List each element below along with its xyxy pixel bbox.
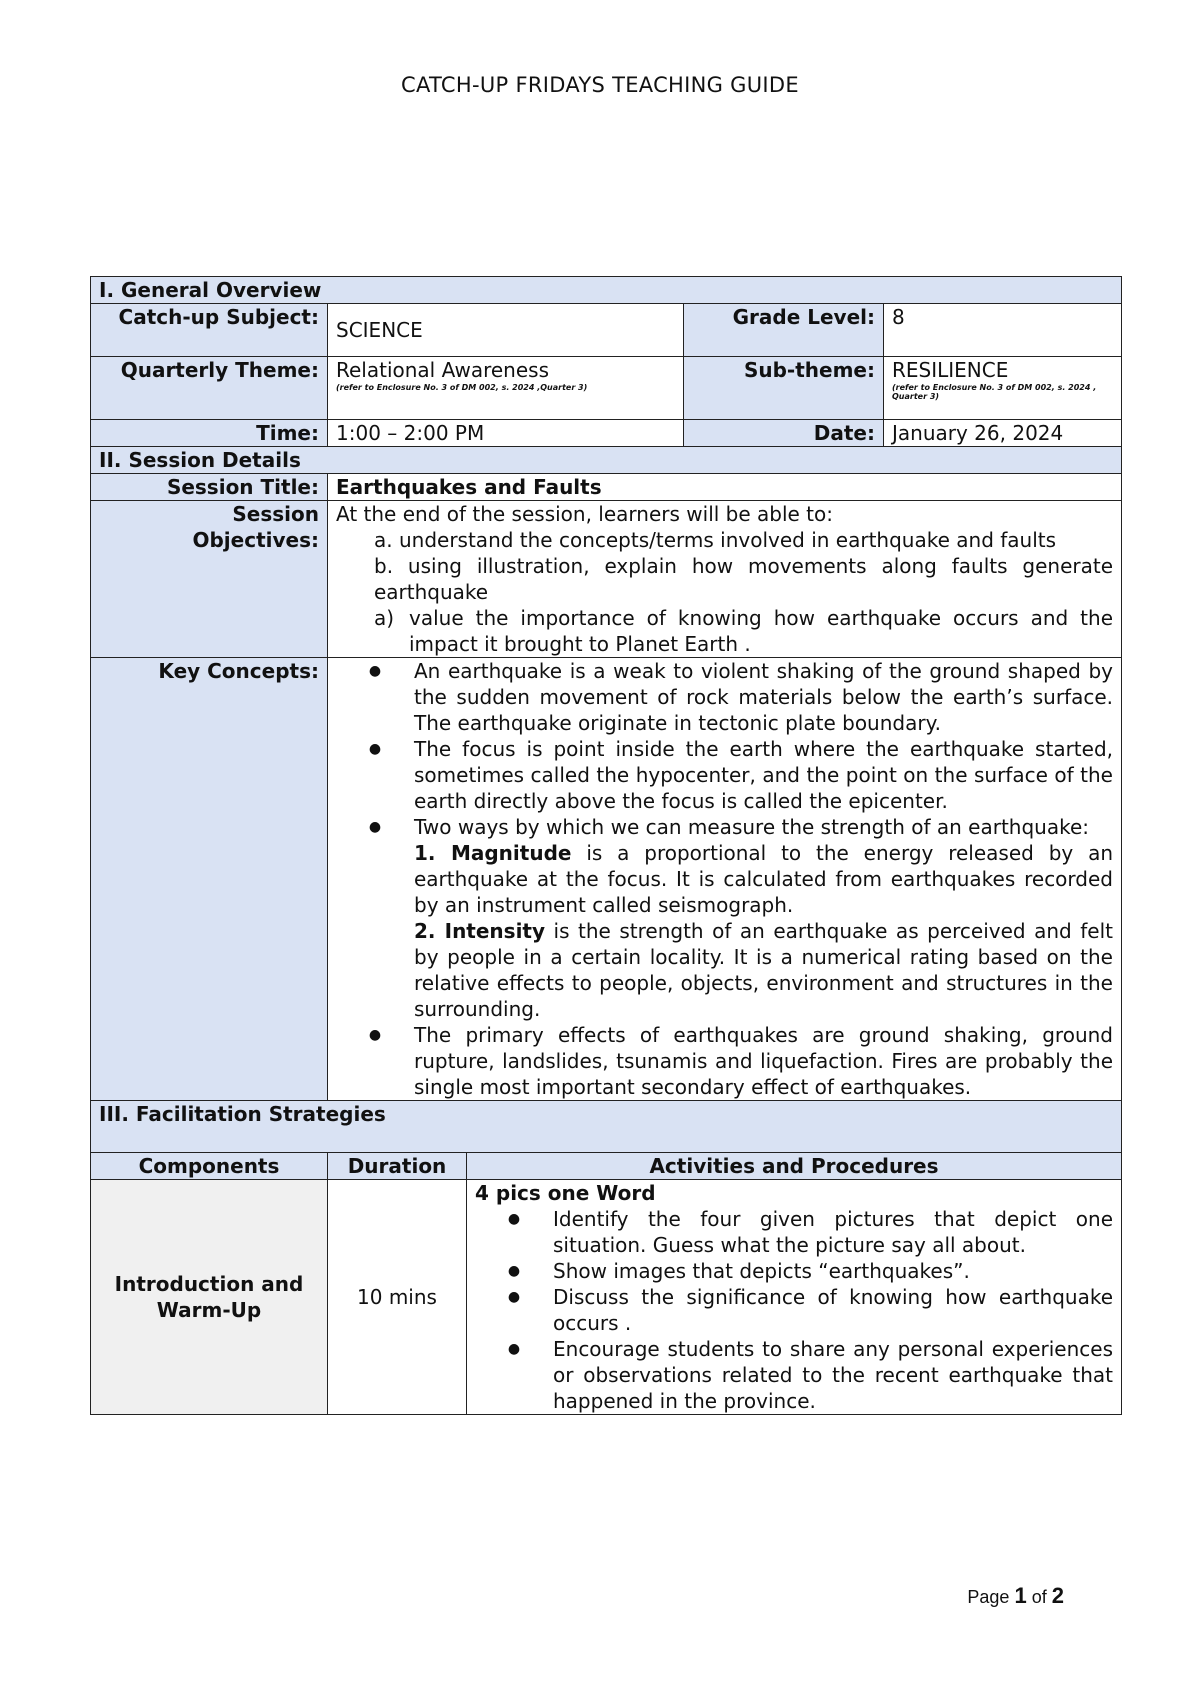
bullet-icon: ● — [507, 1341, 521, 1357]
quarterly-theme-cell — [328, 357, 684, 420]
component-cell: Introduction and Warm-Up — [91, 1180, 328, 1415]
subject-row — [91, 304, 1122, 357]
activities-cell — [467, 1180, 1122, 1415]
time-label: Time: — [91, 420, 328, 447]
facilitation-row — [91, 1180, 1122, 1415]
session-details-heading: II. Session Details — [91, 447, 1122, 474]
key-concept-item — [336, 736, 1113, 814]
page-number: 1 — [1014, 1583, 1027, 1608]
session-title-row — [91, 474, 1122, 501]
duration-cell: 10 mins — [328, 1180, 467, 1415]
activity-item — [475, 1284, 1113, 1336]
grade-level-value: 8 — [884, 304, 1122, 357]
bullet-icon: ● — [368, 741, 382, 757]
time-value: 1:00 – 2:00 PM — [328, 420, 684, 447]
sub-theme-note: (refer to Enclosure No. 3 of DM 002, s. 2024 , Quarter 3) — [892, 383, 1097, 401]
key-concepts-list — [336, 658, 1113, 1100]
objective-c-text: value the importance of knowing how earthquake occurs and the impact it brought to Planet Earth . — [409, 606, 1113, 656]
general-overview-heading: I. General Overview — [91, 277, 1122, 304]
key-concept-item — [336, 1022, 1113, 1100]
key-concept-text: The focus is point inside the earth where the earthquake started, sometimes called the hypocenter, and the point on the surface of the earth directly above the focus is called the epicenter. — [414, 737, 1113, 813]
magnitude-text: is a proportional to the energy released by an earthquake at the focus. It is calculated from earthquakes recorded by an instrument called seismograph. — [414, 841, 1114, 917]
key-concept-text: An earthquake is a weak to violent shaking of the ground shaped by the sudden movement of rock materials below the earth’s surface. The earthquake originate in tectonic plate boundary. — [414, 659, 1113, 735]
bullet-icon: ● — [507, 1211, 521, 1227]
activity-title: 4 pics one Word — [475, 1181, 656, 1205]
objective-a: a. understand the concepts/terms involved in earthquake and faults — [374, 528, 1057, 552]
magnitude-term: 1. Magnitude — [414, 841, 572, 865]
key-concept-text: Two ways by which we can measure the strength of an earthquake: — [414, 815, 1090, 839]
activity-list — [475, 1206, 1113, 1414]
activity-text: Encourage students to share any personal experiences or observations related to the recent earthquake that happened in the province. — [553, 1337, 1113, 1413]
bullet-icon: ● — [507, 1289, 521, 1305]
session-objectives-label: Session Objectives: — [91, 501, 328, 658]
key-concept-item — [336, 814, 1113, 1022]
sub-theme-value: RESILIENCE — [892, 358, 1009, 382]
intensity-term: 2. Intensity — [414, 919, 546, 943]
col-activities: Activities and Procedures — [467, 1153, 1122, 1180]
catch-up-subject-label: Catch-up Subject: — [91, 304, 328, 357]
quarterly-theme-note: (refer to Enclosure No. 3 of DM 002, s. 2024 ,Quarter 3) — [336, 383, 588, 392]
activity-item — [475, 1258, 1113, 1284]
key-concept-text: The primary effects of earthquakes are ground shaking, ground rupture, landslides, tsunamis and liquefaction. Fires are probably the single most important secondary effect of earthquakes. — [414, 1023, 1113, 1099]
key-concepts-label: Key Concepts: — [91, 658, 328, 1101]
page-footer — [967, 1583, 1064, 1609]
teaching-guide-table — [90, 276, 1122, 1415]
activity-item — [475, 1206, 1113, 1258]
activity-text: Identify the four given pictures that depict one situation. Guess what the picture say all about. — [553, 1207, 1113, 1257]
activity-item — [475, 1336, 1113, 1414]
key-concept-item — [336, 658, 1113, 736]
session-title-label: Session Title: — [91, 474, 328, 501]
facilitation-heading: III. Facilitation Strategies — [91, 1101, 1122, 1153]
objective-b: b. using illustration, explain how movements along faults generate earthquake — [374, 554, 1113, 604]
session-objectives-cell — [328, 501, 1122, 658]
activity-text: Show images that depicts “earthquakes”. — [553, 1259, 970, 1283]
of-word: of — [1031, 1587, 1047, 1607]
facilitation-heading-row — [91, 1101, 1122, 1153]
bullet-icon: ● — [368, 1027, 382, 1043]
facilitation-header-row — [91, 1153, 1122, 1180]
sub-theme-label: Sub-theme: — [684, 357, 884, 420]
col-components: Components — [91, 1153, 328, 1180]
session-title-value: Earthquakes and Faults — [328, 474, 1122, 501]
theme-row — [91, 357, 1122, 420]
session-objectives-row — [91, 501, 1122, 658]
col-duration: Duration — [328, 1153, 467, 1180]
general-overview-heading-row — [91, 277, 1122, 304]
sub-theme-cell — [884, 357, 1122, 420]
objective-c-marker: a) — [374, 606, 395, 630]
key-concepts-row — [91, 658, 1122, 1101]
quarterly-theme-label: Quarterly Theme: — [91, 357, 328, 420]
activity-text: Discuss the significance of knowing how earthquake occurs . — [553, 1285, 1113, 1335]
objective-c — [374, 605, 1113, 657]
objectives-intro: At the end of the session, learners will be able to: — [336, 502, 834, 526]
objectives-list-alpha — [374, 605, 1113, 657]
objectives-list — [374, 527, 1113, 605]
document-title: CATCH-UP FRIDAYS TEACHING GUIDE — [401, 73, 799, 97]
bullet-icon: ● — [507, 1263, 521, 1279]
bullet-icon: ● — [368, 819, 382, 835]
key-concept-measure — [414, 814, 1113, 1022]
bullet-icon: ● — [368, 663, 382, 679]
catch-up-subject-value: SCIENCE — [328, 304, 684, 357]
time-row — [91, 420, 1122, 447]
key-concepts-cell — [328, 658, 1122, 1101]
grade-level-label: Grade Level: — [684, 304, 884, 357]
date-label: Date: — [684, 420, 884, 447]
page-word: Page — [967, 1587, 1010, 1607]
intensity-text: is the strength of an earthquake as perceived and felt by people in a certain locality. It is a numerical rating based on the relative effects to people, objects, environment and structures in the surrounding. — [414, 919, 1113, 1021]
date-value: January 26, 2024 — [884, 420, 1122, 447]
page-total: 2 — [1051, 1583, 1064, 1608]
quarterly-theme-value: Relational Awareness — [336, 358, 549, 382]
session-details-heading-row — [91, 447, 1122, 474]
